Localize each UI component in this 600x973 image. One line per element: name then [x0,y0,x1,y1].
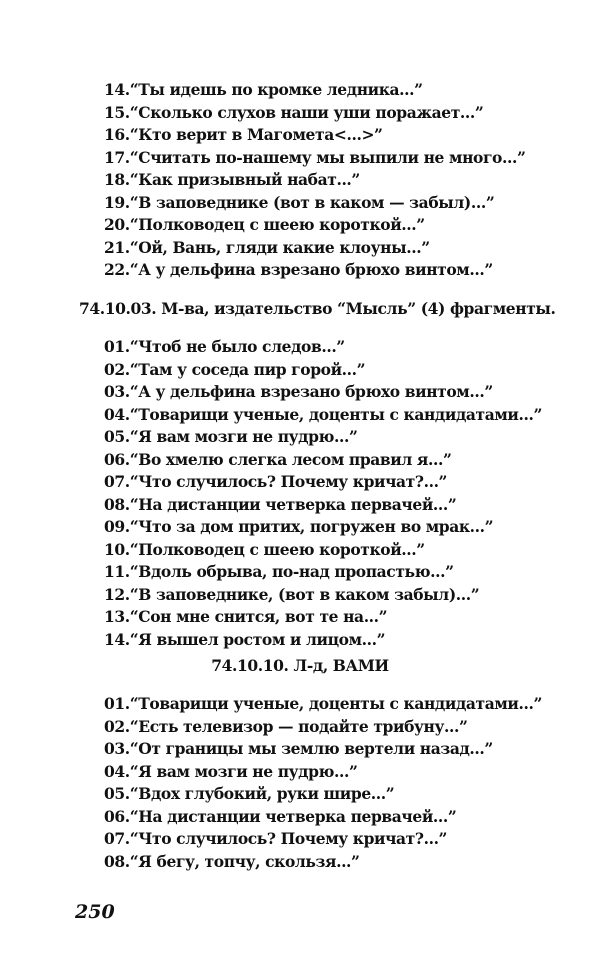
list-item: 12.“В заповеднике, (вот в каком забыл)...” [104,584,480,604]
list-item: 07.“Что случилось? Почему кричат?...” [104,829,448,848]
section-heading-vami: 74.10.10. Л-д, ВАМИ [211,656,389,675]
list-item: 18.“Как призывный набат...” [104,170,360,189]
section-heading-mysl: 74.10.03. М-ва, издательство “Мысль” (4) фрагменты. [79,299,556,318]
list-item: 17.“Считать по-нашему мы выпили не много...” [104,147,526,167]
list-item: 11.“Вдоль обрыва, по-над пропастью...” [104,562,454,581]
list-item: 05.“Я вам мозги не пудрю...” [104,427,358,446]
list-item: 02.“Там у соседа пир горой...” [104,359,366,379]
list-item: 04.“Я вам мозги не пудрю...” [104,761,358,781]
list-item: 22.“А у дельфина взрезано брюхо винтом...” [104,260,493,279]
list-item: 07.“Что случилось? Почему кричат?...” [104,472,448,491]
list-item: 05.“Вдох глубокий, руки шире...” [104,784,395,803]
track-list-mysl [104,336,542,651]
list-item: 03.“А у дельфина взрезано брюхо винтом...” [104,382,493,401]
page-number: 250 [75,901,115,923]
list-item: 04.“Товарищи ученые, доценты с кандидатами...” [104,404,543,424]
list-item: 14.“Я вышел ростом и лицом...” [104,629,386,649]
list-item: 01.“Товарищи ученые, доценты с кандидатами...” [104,694,543,713]
list-item: 06.“На дистанции четверка первачей...” [104,806,457,826]
list-item: 15.“Сколько слухов наши уши поражает...” [104,102,484,122]
list-item: 02.“Есть телевизор — подайте трибуну...” [104,716,468,736]
list-item: 03.“От границы мы землю вертели назад...” [104,739,493,758]
list-item: 19.“В заповеднике (вот в каком — забыл)...” [104,192,495,212]
list-item: 06.“Во хмелю слегка лесом правил я...” [104,449,452,469]
list-item: 13.“Сон мне снится, вот те на...” [104,607,388,626]
list-item: 21.“Ой, Вань, гляди какие клоуны...” [104,237,430,257]
track-list-vami [104,693,542,873]
list-item: 10.“Полководец с шеею короткой...” [104,539,425,559]
list-item: 08.“На дистанции четверка первачей...” [104,494,457,514]
list-item: 16.“Кто верит в Магомета<...>” [104,125,383,144]
track-list-continued [104,79,526,282]
list-item: 20.“Полководец с шеею короткой...” [104,215,425,234]
list-item: 14.“Ты идешь по кромке ледника...” [104,80,423,99]
list-item: 01.“Чтоб не было следов...” [104,337,345,356]
list-item: 09.“Что за дом притих, погружен во мрак...” [104,517,494,536]
list-item: 08.“Я бегу, топчу, скользя...” [104,851,360,871]
